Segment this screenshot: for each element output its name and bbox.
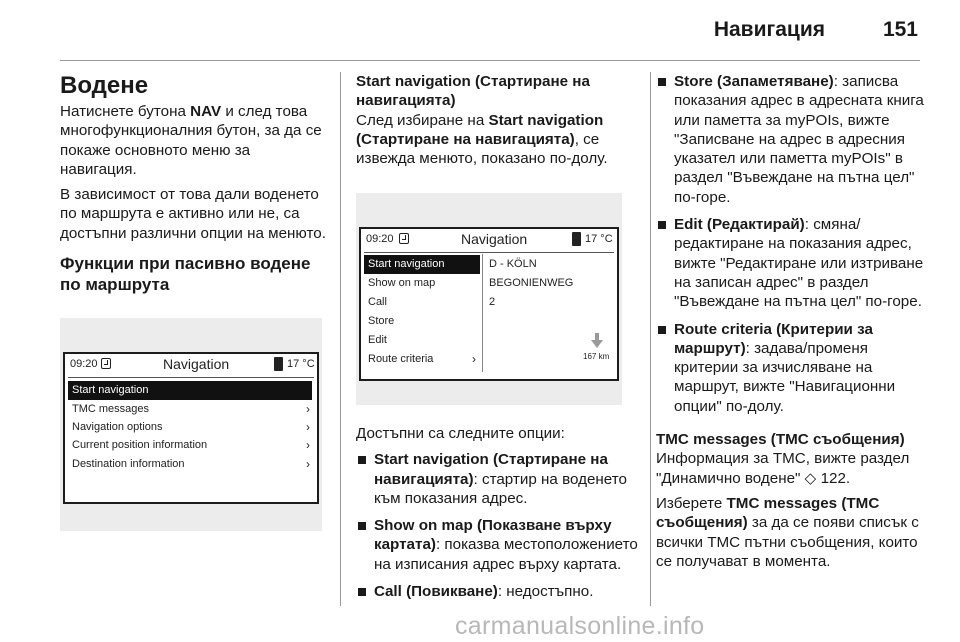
distance: 167 km [583, 352, 610, 361]
menu-item-start-navigation[interactable]: Start navigation [364, 255, 480, 274]
text: , се извежда менюто, показано по-долу. [356, 130, 608, 168]
chevron-right-icon: › [306, 420, 310, 434]
clock-time: 09:20 [366, 233, 394, 245]
menu-item-destination-info[interactable] [68, 455, 312, 474]
subsection-title-tmc: TMC messages (TMC съобщения) [656, 431, 905, 449]
chevron-right-icon: › [472, 352, 476, 366]
available-options-intro: Достъпни са следните опции: [356, 425, 565, 442]
paragraph-tmc-info [656, 449, 924, 488]
menu-item-call[interactable]: Call [368, 296, 387, 308]
list-item [356, 516, 640, 574]
bullet-square-icon [358, 522, 366, 530]
list-item [356, 582, 640, 601]
header-divider [60, 60, 920, 61]
bold-term: Edit (Редактирай) [674, 216, 805, 234]
chevron-right-icon: › [306, 402, 310, 416]
bold-term: Start navigation (Стартиране на навигацията) [374, 451, 608, 488]
item-text: : записва показания адрес в адресната книга или паметта за myPOIs, вижте "Записване на адрес в адресния указател или паметта myPOIs" в раздел "Въвеждане на пътна цел" по-горе. [674, 73, 924, 206]
bold-term: Show on map (Показване върху картата) [374, 517, 612, 554]
page-header-title: Навигация [713, 18, 825, 41]
subsection-title: Функции при пасивно водене по маршрута [60, 254, 311, 295]
nav-button-name: NAV [190, 103, 222, 120]
bold-term: Call (Повикване) [374, 583, 498, 601]
bold-term: TMC messages (TMC съобщения) [656, 494, 880, 532]
item-text: : стартир на воденето към показания адрес. [374, 470, 627, 507]
text: 122. [816, 469, 851, 487]
subsection-title: Start navigation (Стартиране на навигацията) [356, 73, 590, 110]
column-2-options [356, 424, 640, 609]
text: за да се появи списък с всички TMC пътни съобщения, които се получават в момента. [656, 514, 919, 570]
nav-screen-1 [63, 352, 319, 504]
column-divider-1 [340, 72, 341, 606]
temperature: 17 °C [585, 233, 613, 245]
paragraph-intro [60, 102, 328, 179]
screen-figure-2 [356, 193, 622, 405]
pane-divider [482, 254, 483, 372]
clock-icon [399, 233, 409, 244]
item-text: : смяна/ редактиране на показания адрес, вижте "Редактиране или изтриване на записан адрес" в раздел "Въвеждане на пътна цел" по-горе. [674, 216, 924, 311]
thermometer-icon [572, 232, 581, 246]
menu-item-label: Navigation options [72, 421, 163, 433]
menu-item-label: Route criteria [368, 353, 434, 365]
page-reference-icon: ◇ [804, 469, 817, 487]
menu-item-label: Current position information [72, 439, 208, 451]
paragraph-tmc-select [656, 494, 924, 571]
menu-item-start-navigation[interactable]: Start navigation [68, 381, 312, 400]
menu-item-navigation-options[interactable] [68, 418, 312, 437]
paragraph-options: В зависимост от това дали воденето по маршрута е активно или не, са достъпни различни опции на менюто. [60, 186, 326, 242]
text: Изберете [656, 494, 727, 512]
clock-time: 09:20 [70, 358, 98, 370]
status-bar [65, 354, 317, 376]
menu-item-tmc-messages[interactable] [68, 400, 312, 419]
bullet-square-icon [658, 326, 666, 334]
menu-item-label: TMC messages [72, 403, 150, 415]
item-text: : недостъпно. [497, 583, 594, 601]
bullet-square-icon [358, 588, 366, 596]
nav-screen-2 [359, 227, 619, 381]
chevron-right-icon: › [306, 438, 310, 452]
menu-item-label: Destination information [72, 458, 185, 470]
status-divider [68, 377, 314, 378]
temperature: 17 °C [287, 358, 315, 370]
bullet-square-icon [658, 78, 666, 86]
text: Информация за TMC, вижте раздел "Динамично водене" [656, 450, 910, 487]
menu-item-edit[interactable]: Edit [368, 334, 387, 346]
screen-figure-1 [60, 318, 322, 531]
status-bar [361, 229, 617, 251]
list-item [656, 215, 924, 311]
dest-city: D - KÖLN [489, 258, 537, 270]
text: Натиснете бутона [60, 103, 191, 120]
dest-street: BEGONIENWEG [489, 277, 574, 289]
bullet-square-icon [358, 456, 366, 464]
bold-term: Start navigation (Стартиране на навигацията) [356, 111, 604, 148]
chevron-right-icon: › [306, 457, 310, 471]
watermark: carmanualsonline.info [455, 612, 705, 640]
column-3 [656, 72, 924, 577]
item-text: : показва местоположението на изписания адрес върху картата. [374, 536, 638, 573]
bold-term: Store (Запаметяване) [674, 73, 834, 90]
status-divider [364, 252, 614, 253]
list-item [656, 72, 924, 207]
menu-item-route-criteria[interactable] [364, 350, 480, 369]
dest-house-number: 2 [489, 296, 496, 308]
bullet-square-icon [658, 221, 666, 229]
menu-item-current-position[interactable] [68, 436, 312, 455]
menu-item-store[interactable]: Store [368, 315, 395, 327]
item-text: : задава/променя критерии за изчисляване на маршрут, вижте "Навигационни опции" по-долу. [674, 339, 896, 415]
paragraph-after-select [356, 111, 636, 169]
menu-item-show-on-map[interactable]: Show on map [368, 277, 436, 289]
screen-title: Navigation [163, 356, 230, 372]
text: След избиране на [356, 111, 489, 129]
screen-title: Navigation [461, 231, 528, 247]
direction-arrow-stem [595, 333, 599, 340]
list-item [356, 450, 640, 508]
clock-icon [101, 358, 111, 369]
section-title: Воденe [60, 72, 149, 99]
column-1 [60, 72, 328, 303]
page-number: 151 [882, 18, 918, 41]
list-item [656, 320, 924, 416]
text: и след това многофункционалния бутон, за да се покаже основното меню за навигация. [60, 103, 322, 178]
bold-term: Route criteria (Критерии за маршрут) [674, 320, 873, 357]
column-divider-2 [650, 72, 651, 606]
down-arrow-icon [591, 340, 603, 348]
thermometer-icon [274, 357, 283, 371]
column-2 [356, 72, 636, 174]
